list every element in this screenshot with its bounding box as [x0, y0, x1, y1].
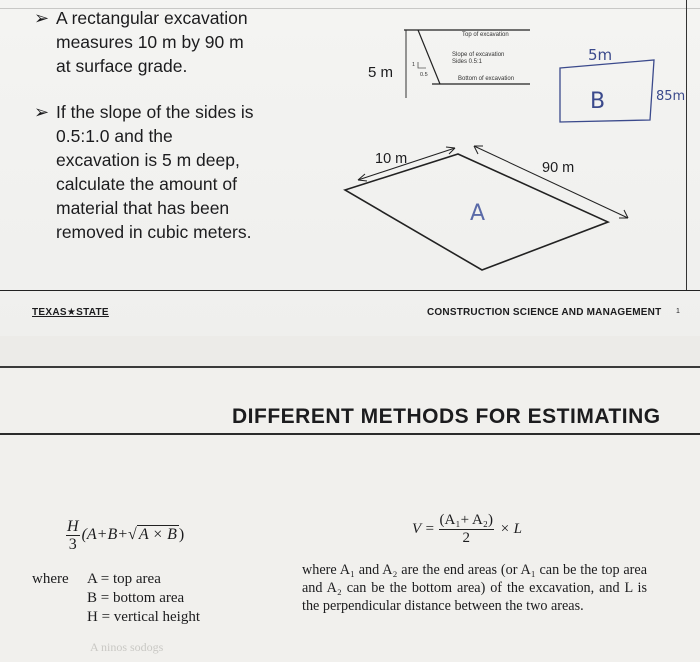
bullet-line: material that has been [56, 198, 230, 218]
prismoidal-formula [66, 518, 184, 553]
formula-rhs: × L [499, 521, 522, 537]
page-mark: 1 [676, 308, 680, 315]
width-label: 10 m [375, 151, 408, 167]
plan-diagram [345, 146, 628, 270]
excavation-diagrams [0, 0, 700, 290]
legend-row: B = bottom area [87, 590, 185, 606]
average-end-area-formula [412, 512, 522, 547]
slide-footer-divider [0, 290, 700, 291]
bullet-line: 0.5:1.0 and the [56, 126, 173, 146]
slope-sides-label: Sides 0.5:1 [452, 59, 483, 65]
top-of-excavation-label: Top of excavation [462, 32, 509, 38]
sqrt-radicand: A × B [138, 526, 177, 544]
section-diagram [368, 30, 530, 98]
university-logo: TEXAS★STATE [32, 307, 109, 318]
bullet-arrow-icon: ➢ [34, 102, 50, 122]
bullet-line: excavation is 5 m deep, [56, 150, 240, 170]
bullet-line: A rectangular excavation [56, 8, 248, 28]
bottom-of-excavation-label: Bottom of excavation [458, 76, 515, 82]
formula-fraction [66, 518, 80, 553]
slope-ratio-rise: 1 [412, 62, 416, 68]
handwritten-bottom-rectangle [560, 60, 654, 122]
depth-label: 5 m [368, 64, 394, 81]
handwritten-notes [560, 46, 685, 122]
handwritten-area-a: A [470, 201, 486, 226]
department-name: CONSTRUCTION SCIENCE AND MANAGEMENT [427, 307, 662, 318]
bullet-line: If the slope of the sides is [56, 102, 254, 122]
handwritten-side-dimension: 85m [656, 89, 686, 104]
bullet-line: at surface grade. [56, 56, 188, 76]
slope-ratio-triangle [418, 62, 426, 68]
fraction-numerator: H [67, 518, 79, 535]
heading-underline [0, 433, 700, 435]
page-heading: DIFFERENT METHODS FOR ESTIMATING [232, 405, 661, 428]
formula-lhs: V = [412, 521, 435, 537]
bullet-line: measures 10 m by 90 m [56, 32, 244, 52]
formula-body: (A+B+ [81, 526, 129, 544]
legend-row: H = vertical height [87, 609, 201, 625]
fraction-numerator: (A₁+ A₂) [439, 512, 494, 528]
formula-close: ) [178, 526, 185, 544]
slope-ratio-run: 0.5 [420, 72, 428, 78]
handwritten-bottom-area-b: B [590, 89, 606, 114]
legend-row: A = top area [87, 571, 161, 587]
fraction-denominator: 2 [462, 530, 471, 546]
slope-label: Slope of excavation [452, 52, 505, 58]
length-label: 90 m [542, 160, 575, 176]
length-dimension-line [474, 146, 628, 218]
handwritten-top-dimension: 5m [588, 46, 613, 64]
formula-fraction [439, 512, 495, 547]
sqrt-sign-icon: √ [128, 526, 137, 544]
formula-explanation: where A₁ and A₂ are the end areas (or A₁ can be the top area and A₂ can be the bottom area) of the excavation, and L is the perpendicular distance between the two areas. [302, 562, 647, 614]
bullet-line: calculate the amount of [56, 174, 237, 194]
fraction-denominator: 3 [68, 536, 77, 553]
legend-where: where [32, 571, 69, 587]
bullet-arrow-icon: ➢ [34, 8, 50, 28]
bullet-line: removed in cubic meters. [56, 222, 252, 242]
faint-bleed-text: A ninos sodogs [90, 640, 164, 654]
